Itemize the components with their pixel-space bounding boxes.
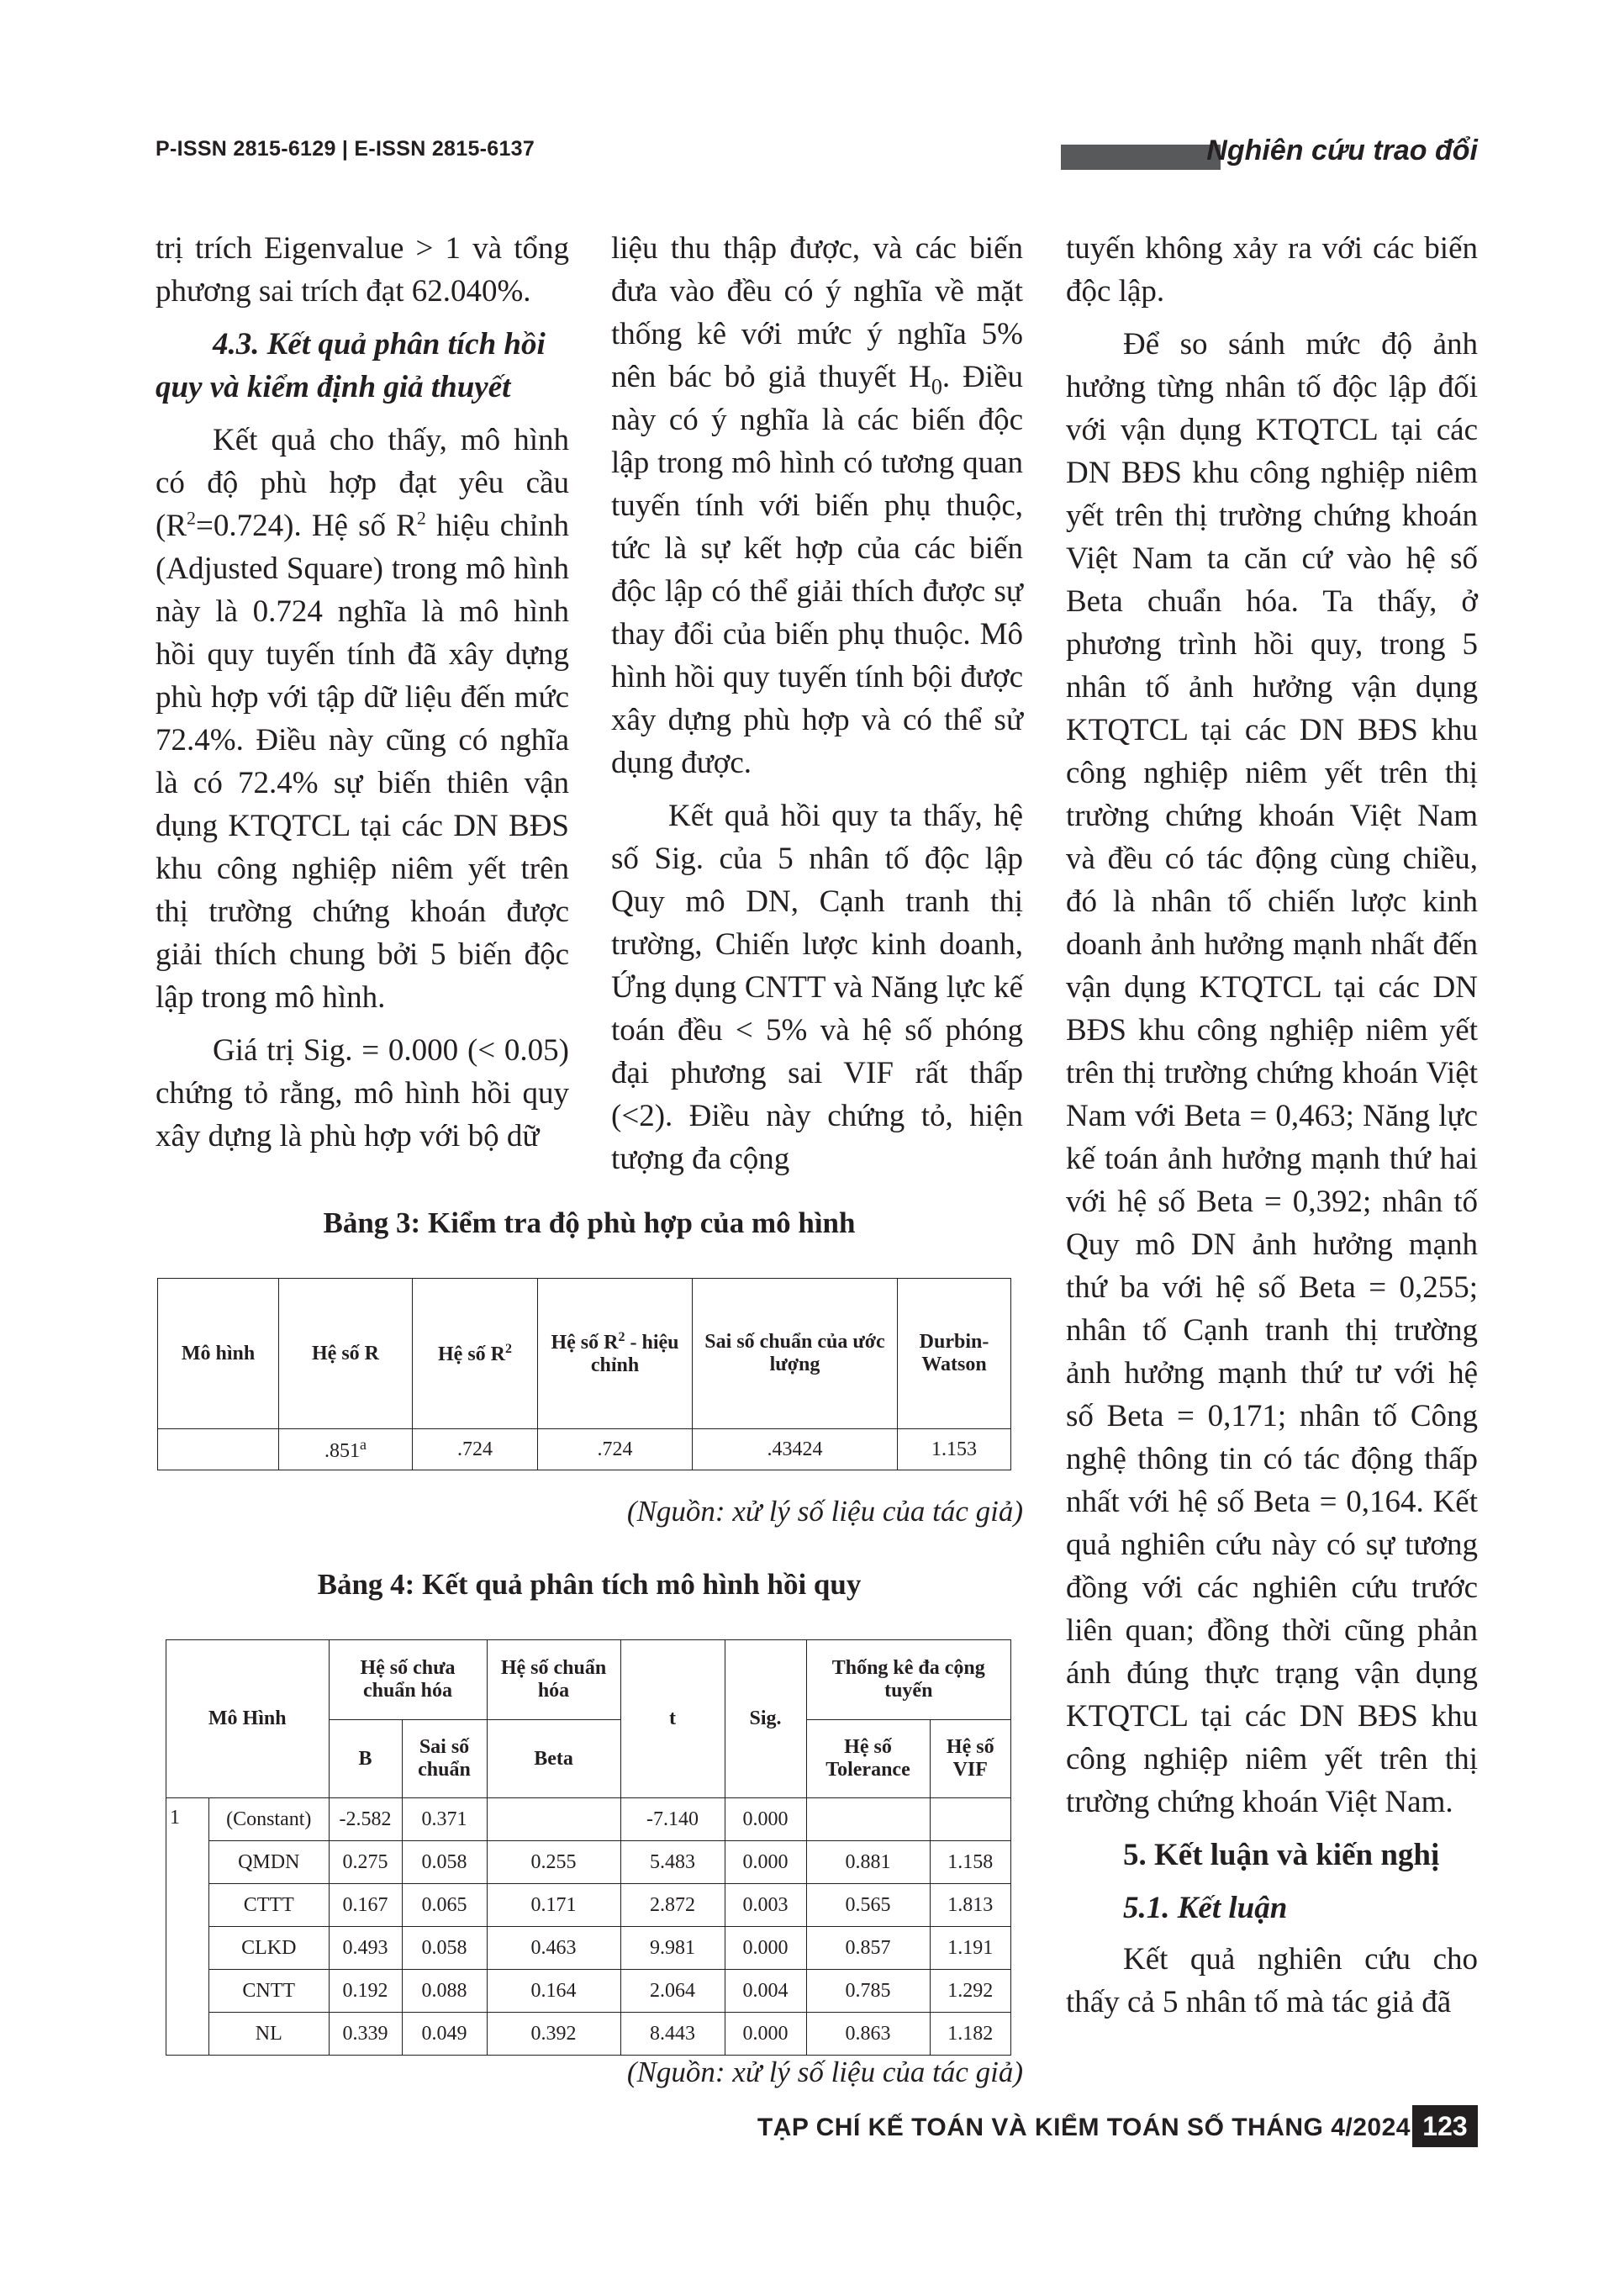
- cell-vif: [930, 1798, 1010, 1841]
- header-section-title: Nghiên cứu trao đổi: [1206, 135, 1478, 166]
- paragraph: Kết quả hồi quy ta thấy, hệ số Sig. của 5 nhân tố độc lập Quy mô DN, Cạnh tranh thị trường, Chiến lược kinh doanh, Ứng dụng CNTT và Năng lực kế toán đều < 5% và hệ số phóng đại phương sai VIF rất thấp (<2). Điều này chứng tỏ, hiện tượng đa cộng: [611, 799, 1023, 1176]
- cell-beta: 0.164: [487, 1970, 620, 2013]
- table-header-row: [166, 1640, 1011, 1720]
- paragraph: Để so sánh mức độ ảnh hưởng từng nhân tố độc lập đối với vận dụng KTQTCL tại các DN BĐS khu công nghiệp niêm yết trên thị trường chứng khoán Việt Nam ta căn cứ vào hệ số Beta chuẩn hóa. Ta thấy, ở phương trình hồi quy, trong 5 nhân tố ảnh hưởng vận dụng KTQTCL tại các DN BĐS khu công nghiệp niêm yết trên thị trường chứng khoán Việt Nam và đều có tác động cùng chiều, đó là nhân tố chiến lược kinh doanh ảnh hưởng mạnh nhất đến vận dụng KTQTCL tại các DN BĐS khu công nghiệp niêm yết trên thị trường chứng khoán Việt Nam với Beta = 0,463; Năng lực kế toán ảnh hưởng mạnh thứ hai với hệ số Beta = 0,392; nhân tố Quy mô DN ảnh hưởng mạnh thứ ba với hệ số Beta = 0,255; nhân tố Cạnh tranh thị trường ảnh hưởng mạnh thứ tư với hệ số Beta = 0,171; nhân tố Công nghệ thông tin có tác động thấp nhất với hệ số Beta = 0,164. Kết quả nghiên cứu này có sự tương đồng với các nghiên cứu trước liên quan; đồng thời cũng phản ánh đúng thực trạng vận dụng KTQTCL tại các DN BĐS khu công nghiệp niêm yết trên thị trường chứng khoán Việt Nam.: [1066, 327, 1478, 1819]
- col-header-std-error: Sai số chuẩn: [402, 1720, 487, 1798]
- col-header-t: t: [620, 1640, 725, 1798]
- col-header-collinearity: Thống kê đa cộng tuyến: [806, 1640, 1010, 1720]
- section-heading-5-1: 5.1. Kết luận: [1123, 1891, 1288, 1925]
- cell-tolerance: 0.863: [806, 2013, 930, 2056]
- table-row: [166, 1884, 1011, 1927]
- table4-regression-results: [166, 1639, 1011, 2056]
- table3-source: (Nguồn: xử lý số liệu của tác giả): [626, 1495, 1023, 1528]
- table4-title: Bảng 4: Kết quả phân tích mô hình hồi quy: [317, 1568, 862, 1601]
- cell-t: 8.443: [620, 2013, 725, 2056]
- cell-beta: 0.392: [487, 2013, 620, 2056]
- cell-vif: 1.292: [930, 1970, 1010, 2013]
- cell-tolerance: [806, 1798, 930, 1841]
- cell-tolerance: 0.565: [806, 1884, 930, 1927]
- cell-tolerance: 0.785: [806, 1970, 930, 2013]
- table3-model-fit: [157, 1278, 1011, 1470]
- cell-b: 0.339: [329, 2013, 402, 2056]
- cell-adj-r2: .724: [538, 1429, 693, 1470]
- cell-sig: 0.004: [725, 1970, 806, 2013]
- col-header-std-error: Sai số chuẩn của ước lượng: [693, 1279, 898, 1429]
- text-column-1: [156, 227, 569, 1168]
- table-row: [166, 1927, 1011, 1970]
- section-heading-5: 5. Kết luận và kiến nghị: [1123, 1838, 1440, 1872]
- cell-std-error: 0.065: [402, 1884, 487, 1927]
- cell-vif: 1.191: [930, 1927, 1010, 1970]
- col-header-b: B: [329, 1720, 402, 1798]
- cell-t: 2.872: [620, 1884, 725, 1927]
- cell-sig: 0.000: [725, 1798, 806, 1841]
- table-row: [166, 2013, 1011, 2056]
- col-header-adj-r2: Hệ số $R^2$ - hiệu chỉnh: [538, 1279, 693, 1429]
- cell-sig: 0.000: [725, 1927, 806, 1970]
- section-heading-4-3: 4.3. Kết quả phân tích hồi quy và kiểm định giả thuyết: [156, 327, 546, 404]
- table-row: [166, 1970, 1011, 2013]
- paragraph: Kết quả cho thấy, mô hình có độ phù hợp đạt yêu cầu $(R^2=0.724)$. Hệ số $R^2$ hiệu chỉnh (Adjusted Square) trong mô hình này là 0.724 nghĩa là mô hình hồi quy tuyến tính đã xây dựng phù hợp với tập dữ liệu đến mức 72.4%. Điều này cũng có nghĩa là có 72.4% sự biến thiên vận dụng KTQTCL tại các DN BĐS khu công nghiệp niêm yết trên thị trường chứng khoán được giải thích chung bởi 5 biến độc lập trong mô hình.: [156, 423, 569, 1015]
- col-header-model: Mô hình: [158, 1279, 279, 1429]
- cell-vif: 1.813: [930, 1884, 1010, 1927]
- header-issn: P-ISSN 2815-6129 | E-ISSN 2815-6137: [156, 137, 535, 161]
- cell-variable: CNTT: [209, 1970, 330, 2013]
- cell-std-error: 0.049: [402, 2013, 487, 2056]
- table-row: [158, 1429, 1011, 1470]
- cell-t: 5.483: [620, 1841, 725, 1884]
- col-header-sig: Sig.: [725, 1640, 806, 1798]
- table-row: [166, 1841, 1011, 1884]
- cell-r: .851$^a$: [279, 1429, 413, 1470]
- cell-std-error: 0.058: [402, 1841, 487, 1884]
- table-header-row: [158, 1279, 1011, 1429]
- cell-sig: 0.003: [725, 1884, 806, 1927]
- table3-title: Bảng 3: Kiểm tra độ phù hợp của mô hình: [323, 1206, 856, 1239]
- cell-variable: (Constant): [209, 1798, 330, 1841]
- col-header-durbin-watson: Durbin-Watson: [898, 1279, 1011, 1429]
- col-header-unstandardized: Hệ số chưa chuẩn hóa: [329, 1640, 487, 1720]
- table-row: [166, 1798, 1011, 1841]
- cell-variable: NL: [209, 2013, 330, 2056]
- cell-b: 0.167: [329, 1884, 402, 1927]
- cell-variable: CTTT: [209, 1884, 330, 1927]
- col-header-tolerance: Hệ số Tolerance: [806, 1720, 930, 1798]
- cell-t: 9.981: [620, 1927, 725, 1970]
- cell-std-error: 0.371: [402, 1798, 487, 1841]
- cell-durbin-watson: 1.153: [898, 1429, 1011, 1470]
- footer-journal-name: TẠP CHÍ KẾ TOÁN VÀ KIỂM TOÁN SỐ THÁNG 4/2024: [757, 2114, 1411, 2141]
- cell-r2: .724: [413, 1429, 538, 1470]
- table4-source: (Nguồn: xử lý số liệu của tác giả): [626, 2056, 1023, 2088]
- text-column-2: [611, 227, 1023, 1190]
- cell-std-error: .43424: [693, 1429, 898, 1470]
- cell-sig: 0.000: [725, 2013, 806, 2056]
- paragraph: trị trích Eigenvalue > 1 và tổng phương sai trích đạt 62.040%.: [156, 231, 569, 309]
- cell-model-number: 1: [166, 1798, 209, 2056]
- page-number: 123: [1412, 2105, 1478, 2147]
- cell-beta: [487, 1798, 620, 1841]
- col-header-r: Hệ số R: [279, 1279, 413, 1429]
- cell-beta: 0.255: [487, 1841, 620, 1884]
- col-header-beta: Beta: [487, 1720, 620, 1798]
- cell-t: -7.140: [620, 1798, 725, 1841]
- cell-b: -2.582: [329, 1798, 402, 1841]
- col-header-standardized: Hệ số chuẩn hóa: [487, 1640, 620, 1720]
- cell-vif: 1.158: [930, 1841, 1010, 1884]
- header-decor-bar: [1061, 145, 1221, 170]
- col-header-model: Mô Hình: [166, 1640, 330, 1798]
- col-header-vif: Hệ số VIF: [930, 1720, 1010, 1798]
- paragraph: liệu thu thập được, và các biến đưa vào đều có ý nghĩa về mặt thống kê với mức ý nghĩa 5% nên bác bỏ giả thuyết $H_0$. Điều này có ý nghĩa là các biến độc lập trong mô hình có tương quan tuyến tính với biến phụ thuộc, tức là sự kết hợp của các biến độc lập có thể giải thích được sự thay đổi của biến phụ thuộc. Mô hình hồi quy tuyến tính bội được xây dựng phù hợp và có thể sử dụng được.: [611, 231, 1023, 780]
- cell-std-error: 0.088: [402, 1970, 487, 2013]
- cell-b: 0.493: [329, 1927, 402, 1970]
- paragraph: Giá trị Sig. = 0.000 (< 0.05) chứng tỏ rằng, mô hình hồi quy xây dựng là phù hợp với bộ dữ: [156, 1033, 569, 1153]
- cell-tolerance: 0.857: [806, 1927, 930, 1970]
- cell-beta: 0.463: [487, 1927, 620, 1970]
- cell-vif: 1.182: [930, 2013, 1010, 2056]
- cell-t: 2.064: [620, 1970, 725, 2013]
- cell-b: 0.275: [329, 1841, 402, 1884]
- cell-b: 0.192: [329, 1970, 402, 2013]
- cell-model: [158, 1429, 279, 1470]
- cell-sig: 0.000: [725, 1841, 806, 1884]
- text-column-3: [1066, 227, 1478, 2034]
- col-header-r2: Hệ số $R^2$: [413, 1279, 538, 1429]
- cell-beta: 0.171: [487, 1884, 620, 1927]
- cell-variable: CLKD: [209, 1927, 330, 1970]
- cell-std-error: 0.058: [402, 1927, 487, 1970]
- cell-tolerance: 0.881: [806, 1841, 930, 1884]
- paragraph: Kết quả nghiên cứu cho thấy cả 5 nhân tố mà tác giả đã: [1066, 1942, 1478, 2019]
- paragraph: tuyến không xảy ra với các biến độc lập.: [1066, 231, 1478, 309]
- cell-variable: QMDN: [209, 1841, 330, 1884]
